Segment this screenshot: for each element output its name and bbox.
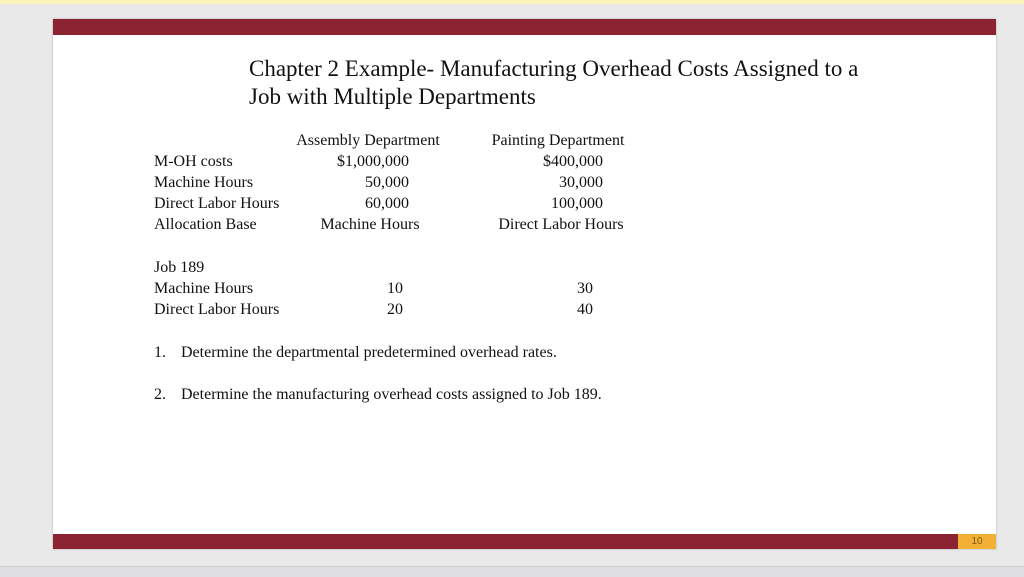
row-label-moh: M-OH costs bbox=[154, 153, 233, 170]
slide-title: Chapter 2 Example- Manufacturing Overhead Costs Assigned to a Job with Multiple Departments bbox=[249, 56, 859, 109]
row-label-allocation-base: Allocation Base bbox=[154, 216, 257, 233]
allocation-base-assembly: Machine Hours bbox=[320, 216, 420, 233]
job-title: Job 189 bbox=[154, 259, 205, 276]
direct-labor-painting: 100,000 bbox=[551, 195, 603, 212]
job-row-label-machine-hours: Machine Hours bbox=[154, 280, 254, 297]
slide bbox=[53, 19, 996, 549]
direct-labor-assembly: 60,000 bbox=[365, 195, 409, 212]
job-row-label-direct-labor: Direct Labor Hours bbox=[154, 301, 280, 318]
question-1-text: Determine the departmental predetermined overhead rates. bbox=[181, 344, 557, 361]
header-assembly: Assembly Department bbox=[296, 132, 440, 149]
machine-hours-painting: 30,000 bbox=[559, 174, 603, 191]
row-label-direct-labor: Direct Labor Hours bbox=[154, 195, 280, 212]
machine-hours-assembly: 50,000 bbox=[365, 174, 409, 191]
moh-painting: $400,000 bbox=[543, 153, 603, 170]
row-label-machine-hours: Machine Hours bbox=[154, 174, 254, 191]
question-2-text: Determine the manufacturing overhead costs assigned to Job 189. bbox=[181, 386, 602, 403]
top-strip bbox=[0, 0, 1024, 4]
question-2 bbox=[154, 385, 602, 405]
question-1-number: 1. bbox=[154, 344, 166, 361]
job-machine-hours-painting: 30 bbox=[577, 280, 593, 297]
question-1 bbox=[154, 343, 557, 363]
header-band bbox=[53, 19, 996, 35]
question-2-number: 2. bbox=[154, 386, 166, 403]
footer-band bbox=[53, 534, 996, 549]
job-machine-hours-assembly: 10 bbox=[387, 280, 403, 297]
moh-assembly: $1,000,000 bbox=[337, 153, 409, 170]
header-painting: Painting Department bbox=[491, 132, 625, 149]
job-direct-labor-assembly: 20 bbox=[387, 301, 403, 318]
allocation-base-painting: Direct Labor Hours bbox=[498, 216, 624, 233]
slide-number: 10 bbox=[958, 534, 996, 549]
bottom-strip bbox=[0, 566, 1024, 577]
job-direct-labor-painting: 40 bbox=[577, 301, 593, 318]
